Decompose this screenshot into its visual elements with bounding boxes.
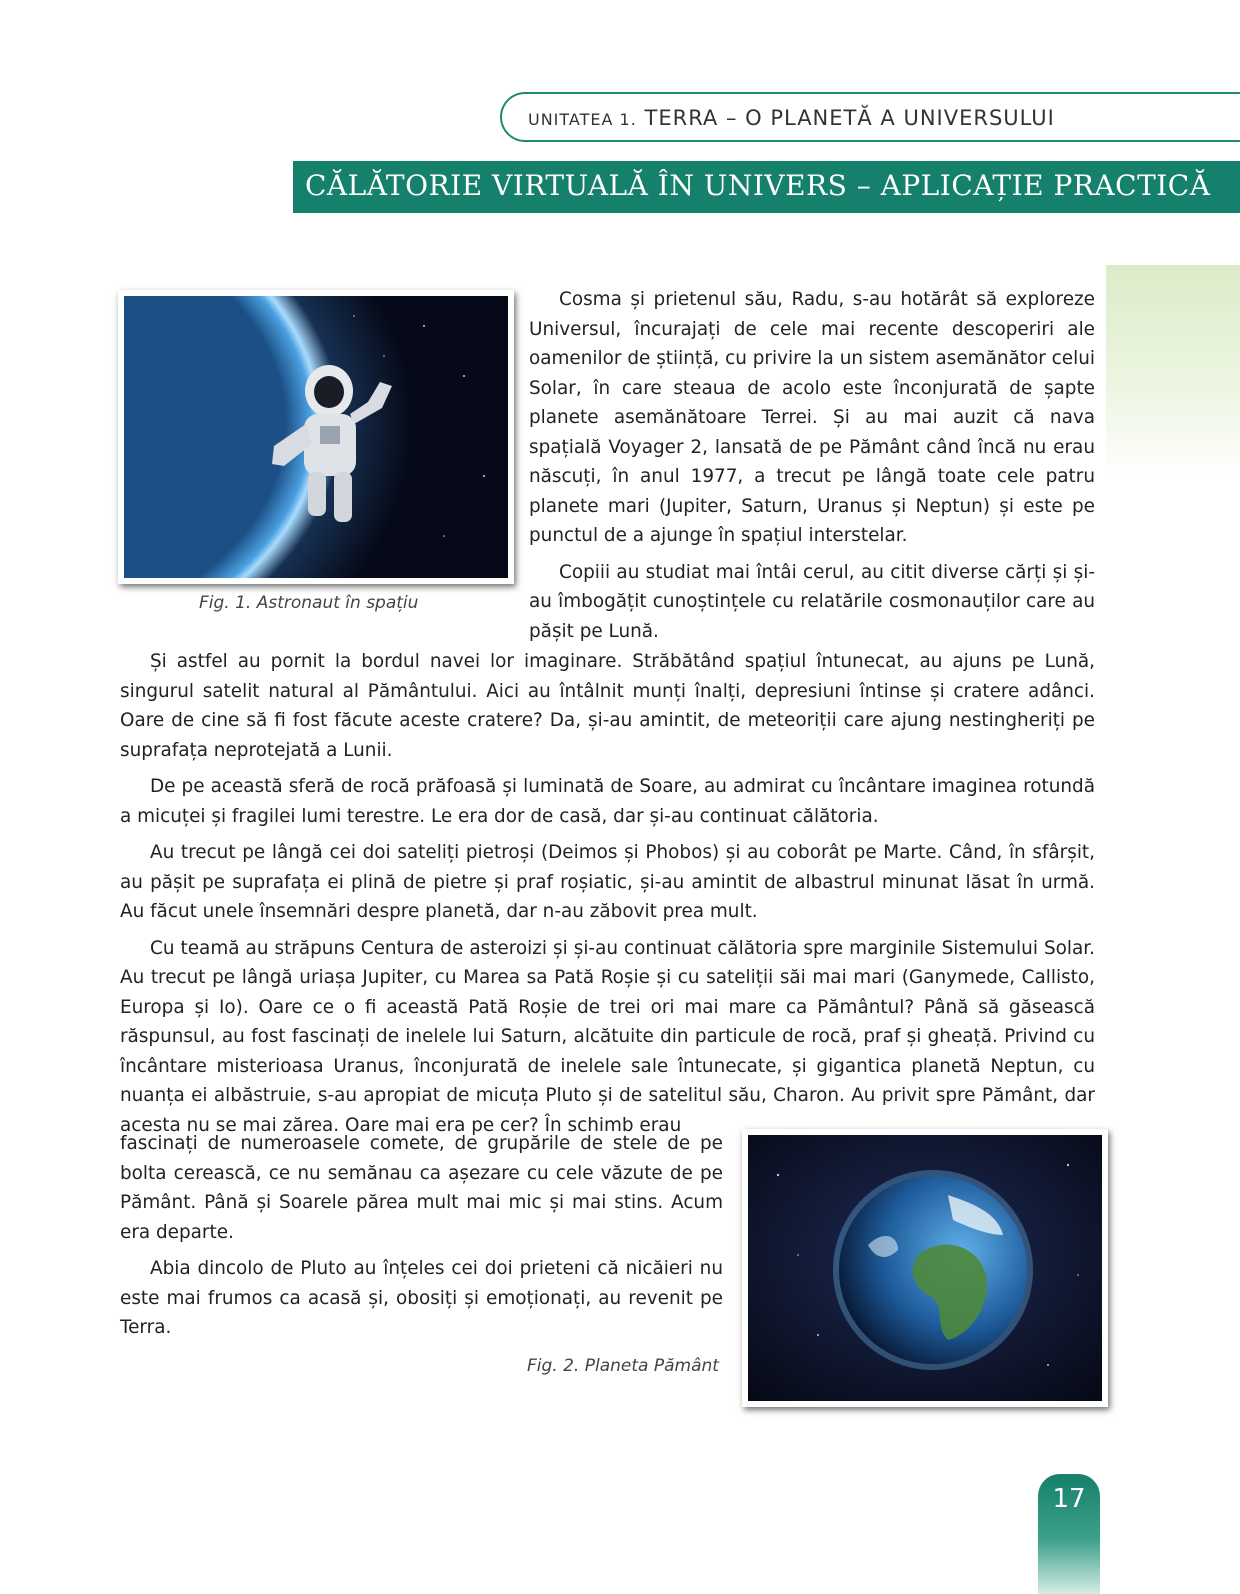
- figure-1-caption: Fig. 1. Astronaut în spațiu: [199, 593, 419, 613]
- paragraph: fascinați de numeroasele comete, de grupările de stele de pe bolta cerească, ce nu semănau ca așezare cu cele văzute de pe Pământ. Până și Soarele părea mult mai mic și mai stins. Acum era departe.: [120, 1133, 723, 1243]
- unit-title: TERRA – O PLANETĂ A UNIVERSULUI: [644, 106, 1055, 130]
- main-text-block: [120, 647, 1095, 1147]
- page-number: 17: [1038, 1474, 1100, 1594]
- paragraph: Și astfel au pornit la bordul navei lor imaginare. Străbătând spațiul întunecat, au ajuns pe Lună, singurul satelit natural al Pământului. Aici au întâlnit munți înalți, depresiuni întinse și cratere adânci. Oare de cine să fi fost făcute aceste cratere? Da, și-au amintit, de meteoriții care ajung nestingheriți pe suprafața neprotejată a Lunii.: [120, 651, 1095, 761]
- paragraph: Au trecut pe lângă cei doi sateliți pietroși (Deimos și Phobos) și au coborât pe Marte. Când, în sfârșit, au pășit pe suprafața ei plină de pietre și praf roșiatic, și-au amintit de albastrul minunat lăsat în urmă. Au făcut unele însemnări despre planetă, dar n-au zăbovit prea mult.: [120, 842, 1095, 922]
- paragraph: Cosma și prietenul său, Radu, s-au hotărât să exploreze Universul, încurajați de cele mai recente descoperiri ale oamenilor de știință, cu privire la un sistem asemănător celui Solar, în care steaua de acolo este înconjurată de șapte planete asemănătoare Terrei. Și au mai auzit că nava spațială Voyager 2, lansată de pe Pământ când încă nu erau născuți, în anul 1977, a trecut pe lângă toate cele patru planete mari (Jupiter, Saturn, Uranus și Neptun) și este pe punctul de a ajunge în spațiul interstelar.: [529, 289, 1095, 546]
- side-decoration: [1106, 265, 1240, 480]
- paragraph: De pe această sferă de rocă prăfoasă și luminată de Soare, au admirat cu încântare imaginea rotundă a micuței și fragilei lumi terestre. Le era dor de casă, dar și-au continuat călătoria.: [120, 776, 1095, 827]
- earth-image: [742, 1129, 1108, 1407]
- lesson-title: CĂLĂTORIE VIRTUALĂ ÎN UNIVERS – APLICAȚIE PRACTICĂ: [293, 161, 1240, 213]
- closing-text-block: [120, 1129, 723, 1350]
- paragraph: Abia dincolo de Pluto au înțeles cei doi prieteni că nicăieri nu este mai frumos ca acasă și, obosiți și emoționați, au revenit pe Terra.: [120, 1258, 723, 1338]
- paragraph: Copiii au studiat mai întâi cerul, au citit diverse cărți și și-au îmbogățit cunoștințele cu relatările cosmonauților care au pășit pe Lună.: [529, 561, 1095, 642]
- intro-text-block: [529, 285, 1095, 653]
- figure-2-caption: Fig. 2. Planeta Pământ: [527, 1356, 719, 1376]
- astronaut-image: [118, 290, 514, 584]
- paragraph: Cu teamă au străpuns Centura de asteroizi și și-au continuat călătoria spre marginile Sistemului Solar. Au trecut pe lângă uriașa Jupiter, cu Marea sa Pată Roșie și cu sateliții săi mai mari (Ganymede, Callisto, Europa și Io). Oare ce o fi această Pată Roșie de trei ori mai mare ca Pământul? Până să găsească răspunsul, au fost fascinați de inelele lui Saturn, alcătuite din particule de rocă, praf și gheață. Privind cu încântare misterioasa Uranus, înconjurată de inelele sale întunecate, și gigantica planetă Neptun, cu nuanța ei albăstruie, s-au apropiat de micuța Pluto și de satelitul său, Charon. Au privit spre Pământ, dar acesta nu se mai zărea. Oare mai era pe cer? În schimb erau: [120, 937, 1095, 1136]
- unit-prefix: UNITATEA 1.: [528, 110, 637, 129]
- unit-header: [500, 92, 1240, 142]
